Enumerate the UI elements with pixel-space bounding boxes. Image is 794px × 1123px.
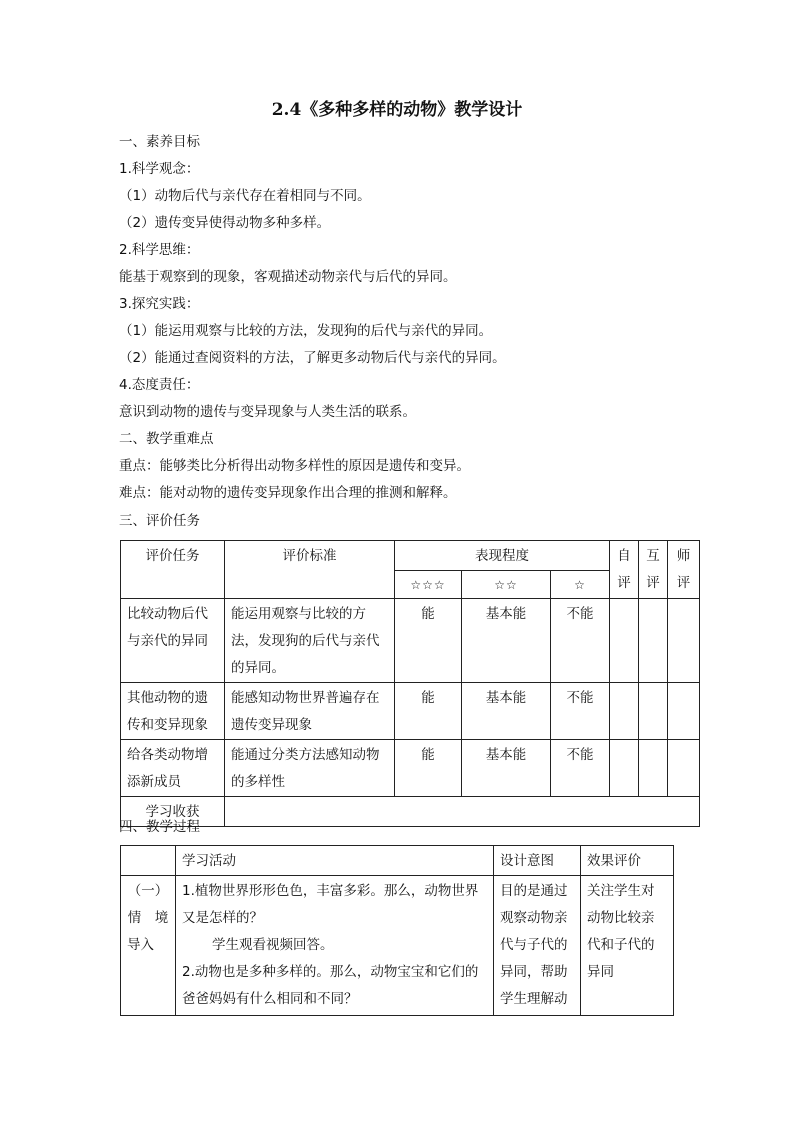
objective-item: （2）遗传变异使得动物多种多样。 bbox=[119, 215, 331, 231]
task-text: 给各类动物增 bbox=[127, 747, 208, 763]
table-row bbox=[121, 683, 700, 740]
header-self-eval-char-1: 自 bbox=[617, 548, 631, 564]
star-rating-two: ☆☆ bbox=[462, 571, 551, 599]
table-row bbox=[121, 876, 674, 1016]
star-rating-one: ☆ bbox=[551, 571, 610, 599]
header-performance: 表现程度 bbox=[395, 541, 610, 571]
standard-cell bbox=[225, 683, 395, 740]
activity-cell bbox=[176, 876, 494, 1016]
stage-header-cell bbox=[121, 846, 176, 876]
intent-cell bbox=[494, 876, 581, 1016]
header-task: 评价任务 bbox=[121, 541, 225, 599]
header-peer-eval-char-1: 互 bbox=[646, 548, 660, 564]
activity-text: 学生观看视频回答。 bbox=[212, 937, 334, 953]
table-row bbox=[121, 599, 700, 683]
task-text: 比较动物后代 bbox=[127, 606, 208, 622]
header-self-eval-char-2: 评 bbox=[617, 575, 631, 591]
standard-text: 的异同。 bbox=[231, 660, 285, 676]
effect-cell bbox=[581, 876, 674, 1016]
header-peer-eval-char-2: 评 bbox=[646, 575, 660, 591]
star-rating-three: ☆☆☆ bbox=[395, 571, 462, 599]
stage-cell bbox=[121, 876, 176, 1016]
level-three-cell: 能 bbox=[395, 599, 462, 683]
task-text: 与亲代的异同 bbox=[127, 633, 208, 649]
level-one-cell: 不能 bbox=[551, 683, 610, 740]
level-one-cell: 不能 bbox=[551, 599, 610, 683]
header-self-eval bbox=[610, 541, 639, 599]
teacher-eval-cell bbox=[668, 683, 700, 740]
level-two-cell: 基本能 bbox=[462, 740, 551, 797]
teacher-eval-cell bbox=[668, 599, 700, 683]
task-cell bbox=[121, 599, 225, 683]
peer-eval-cell bbox=[639, 599, 668, 683]
intent-text: 学生理解动 bbox=[500, 991, 568, 1007]
peer-eval-cell bbox=[639, 740, 668, 797]
objective-item: （2）能通过查阅资料的方法，了解更多动物后代与亲代的异同。 bbox=[119, 350, 506, 366]
activity-text: 又是怎样的？ bbox=[182, 910, 263, 926]
objective-item: 1.科学观念： bbox=[119, 161, 200, 177]
difficulty-text: 难点：能对动物的遗传变异现象作出合理的推测和解释。 bbox=[119, 485, 457, 501]
evaluation-table bbox=[120, 540, 700, 827]
table-row bbox=[121, 797, 700, 827]
task-text: 添新成员 bbox=[127, 774, 181, 790]
objective-item: （1）能运用观察与比较的方法，发现狗的后代与亲代的异同。 bbox=[119, 323, 493, 339]
stage-text: 导入 bbox=[127, 937, 154, 953]
task-text: 传和变异现象 bbox=[127, 717, 208, 733]
level-two-cell: 基本能 bbox=[462, 599, 551, 683]
header-activity: 学习活动 bbox=[176, 846, 494, 876]
standard-text: 能感知动物世界普遍存在 bbox=[231, 690, 380, 706]
effect-text: 代和子代的 bbox=[587, 937, 655, 953]
objective-item: （1）动物后代与亲代存在着相同与不同。 bbox=[119, 188, 371, 204]
objective-item: 能基于观察到的现象，客观描述动物亲代与后代的异同。 bbox=[119, 269, 457, 285]
effect-text: 动物比较亲 bbox=[587, 910, 655, 926]
standard-text: 遗传变异现象 bbox=[231, 717, 312, 733]
task-cell bbox=[121, 683, 225, 740]
level-three-cell: 能 bbox=[395, 683, 462, 740]
section-heading-key-points: 二、教学重难点 bbox=[119, 431, 214, 447]
section-heading-process: 四、教学过程 bbox=[119, 819, 200, 835]
peer-eval-cell bbox=[639, 683, 668, 740]
header-teacher-eval-char-2: 评 bbox=[676, 575, 691, 591]
objective-item: 3.探究实践： bbox=[119, 296, 200, 312]
standard-text: 法，发现狗的后代与亲代 bbox=[231, 633, 380, 649]
section-heading-evaluation: 三、评价任务 bbox=[119, 513, 200, 529]
activity-text: 爸爸妈妈有什么相同和不同？ bbox=[182, 991, 358, 1007]
standard-cell bbox=[225, 740, 395, 797]
self-eval-cell bbox=[610, 599, 639, 683]
standard-text: 能通过分类方法感知动物 bbox=[231, 747, 380, 763]
process-table bbox=[120, 845, 674, 1016]
section-heading-objectives: 一、素养目标 bbox=[119, 134, 200, 150]
level-two-cell: 基本能 bbox=[462, 683, 551, 740]
level-one-cell: 不能 bbox=[551, 740, 610, 797]
header-effect: 效果评价 bbox=[581, 846, 674, 876]
document-title: 2.4《多种多样的动物》教学设计 bbox=[271, 100, 523, 120]
task-cell bbox=[121, 740, 225, 797]
activity-text: 1.植物世界形形色色，丰富多彩。那么，动物世界 bbox=[182, 883, 479, 899]
stage-text: （一） bbox=[127, 883, 169, 899]
task-text: 其他动物的遗 bbox=[127, 690, 208, 706]
intent-text: 观察动物亲 bbox=[500, 910, 568, 926]
stage-text: 情 境 bbox=[127, 910, 169, 926]
intent-text: 异同，帮助 bbox=[500, 964, 568, 980]
intent-text: 代与子代的 bbox=[500, 937, 568, 953]
level-three-cell: 能 bbox=[395, 740, 462, 797]
activity-text: 2.动物也是多种多样的。那么，动物宝宝和它们的 bbox=[182, 964, 479, 980]
objective-item: 4.态度责任： bbox=[119, 377, 200, 393]
key-point-text: 重点：能够类比分析得出动物多样性的原因是遗传和变异。 bbox=[119, 458, 470, 474]
header-intent: 设计意图 bbox=[494, 846, 581, 876]
table-row bbox=[121, 740, 700, 797]
header-standard: 评价标准 bbox=[225, 541, 395, 599]
harvest-label: 学习收获 bbox=[121, 797, 225, 827]
self-eval-cell bbox=[610, 740, 639, 797]
standard-text: 的多样性 bbox=[231, 774, 285, 790]
standard-cell bbox=[225, 599, 395, 683]
self-eval-cell bbox=[610, 683, 639, 740]
effect-text: 关注学生对 bbox=[587, 883, 655, 899]
intent-text: 目的是通过 bbox=[500, 883, 568, 899]
header-teacher-eval bbox=[668, 541, 700, 599]
objective-item: 意识到动物的遗传与变异现象与人类生活的联系。 bbox=[119, 404, 416, 420]
objective-item: 2.科学思维： bbox=[119, 242, 200, 258]
teacher-eval-cell bbox=[668, 740, 700, 797]
standard-text: 能运用观察与比较的方 bbox=[231, 606, 366, 622]
effect-text: 异同 bbox=[587, 964, 614, 980]
header-peer-eval bbox=[639, 541, 668, 599]
harvest-cell bbox=[225, 797, 700, 827]
header-teacher-eval-char-1: 师 bbox=[676, 548, 691, 564]
